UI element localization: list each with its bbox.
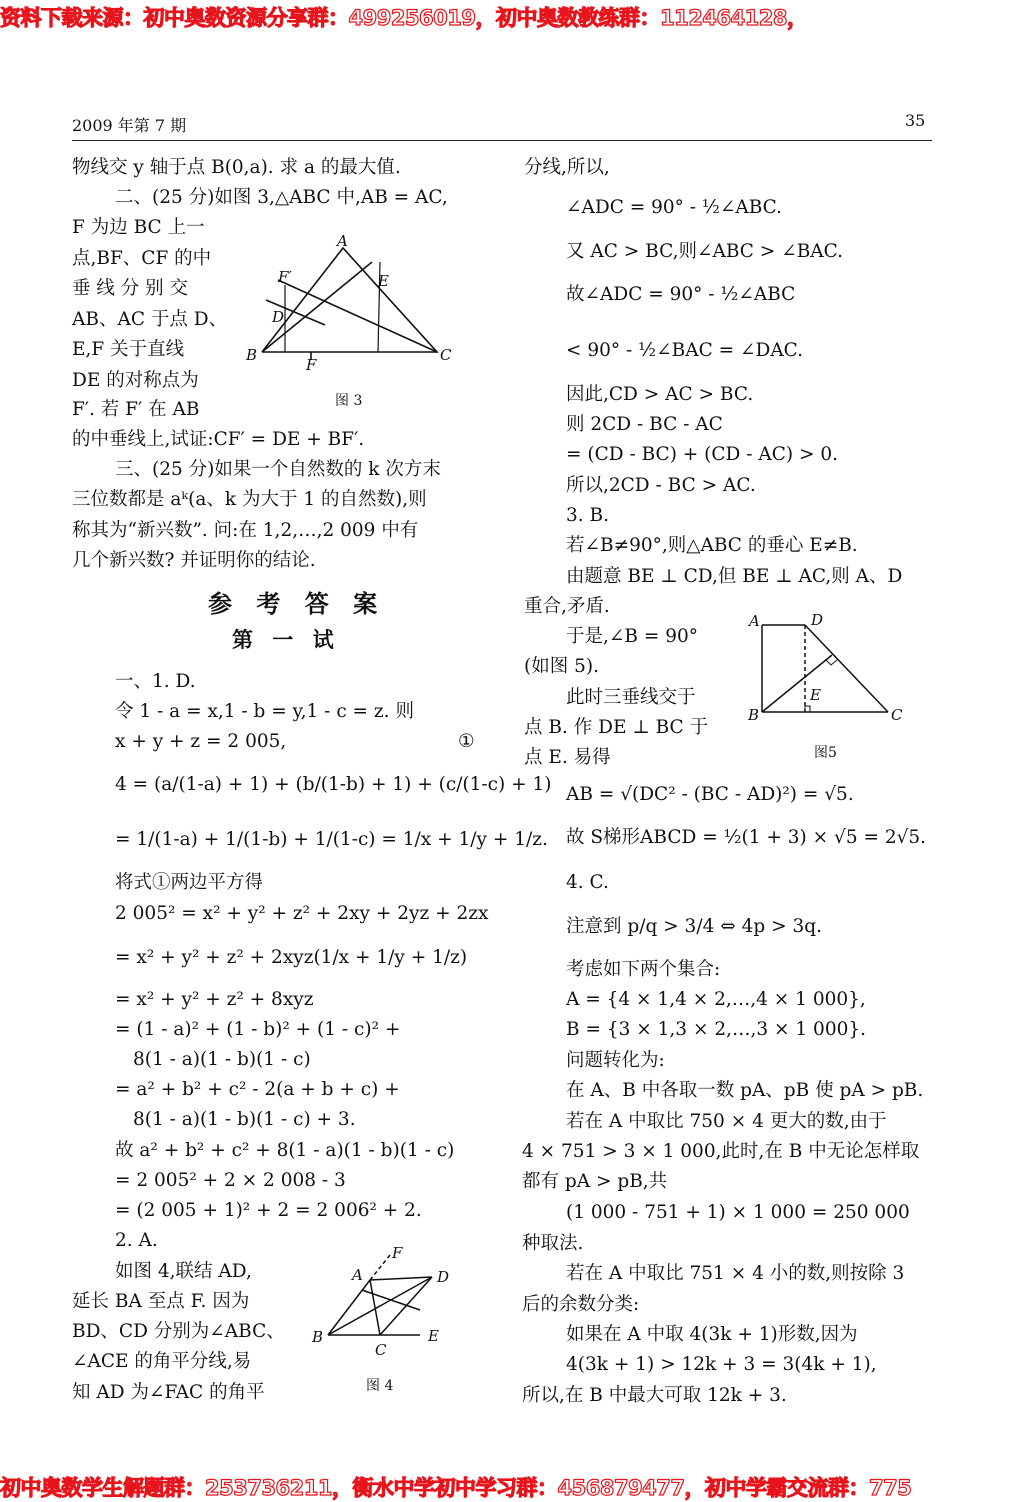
text-line: 8(1 - a)(1 - b)(1 - c) xyxy=(133,1049,311,1070)
text-line: 此时三垂线交于 xyxy=(566,687,696,708)
text-line: 考虑如下两个集合: xyxy=(566,959,721,980)
text-line: 于是,∠B = 90° xyxy=(566,626,699,647)
text-line: 重合,矛盾. xyxy=(524,596,610,617)
text-line: 若在 A 中取比 750 × 4 更大的数,由于 xyxy=(566,1111,887,1132)
text-line: 问题转化为: xyxy=(566,1050,665,1071)
text-line: 若∠B≠90°,则△ABC 的垂心 E≠B. xyxy=(566,535,858,556)
text-line: 则 2CD - BC - AC xyxy=(566,414,723,435)
text-line: = x² + y² + z² + 2xyz(1/x + 1/y + 1/z) xyxy=(115,947,468,968)
text-line: DE 的对称点为 xyxy=(72,370,199,391)
fig5-label-d: D xyxy=(811,611,824,629)
text-line: 4 × 751 > 3 × 1 000,此时,在 B 中无论怎样取 xyxy=(522,1141,920,1162)
fig5-label-b: B xyxy=(748,706,760,724)
text-line: 一、1. D. xyxy=(115,671,196,692)
text-line: 2. A. xyxy=(115,1230,158,1251)
text-line: ∠ACE 的角平分线,易 xyxy=(72,1351,252,1372)
text-line: 若在 A 中取比 751 × 4 小的数,则按除 3 xyxy=(566,1263,905,1284)
text-line: 三、(25 分)如果一个自然数的 k 次方末 xyxy=(115,459,441,480)
figure-4-caption: 图 4 xyxy=(366,1378,394,1394)
journal-issue: 2009 年第 7 期 xyxy=(72,116,187,135)
text-line: AB = √(DC² - (BC - AD)²) = √5. xyxy=(566,784,854,805)
fig3-label-c: C xyxy=(440,346,452,364)
text-line: 三位数都是 aᵏ(a、k 为大于 1 的自然数),则 xyxy=(72,489,427,510)
text-line: F 为边 BC 上一 xyxy=(72,217,205,238)
fig3-label-fprime: F′ xyxy=(278,268,292,286)
fig4-label-f: F xyxy=(392,1244,403,1262)
fig4-label-c: C xyxy=(375,1341,387,1359)
fig3-label-a: A xyxy=(337,232,348,250)
text-line: = x² + y² + z² + 8xyz xyxy=(115,989,314,1010)
fig3-label-b: B xyxy=(246,346,258,364)
text-line: < 90° - ½∠BAC = ∠DAC. xyxy=(566,340,804,361)
text-line: 点 E. 易得 xyxy=(524,747,611,768)
text-line: 物线交 y 轴于点 B(0,a). 求 a 的最大值. xyxy=(72,157,401,178)
section-heading: 第 一 试 xyxy=(232,627,340,652)
page-number: 35 xyxy=(905,111,926,130)
text-line: 点 B. 作 DE ⊥ BC 于 xyxy=(524,717,709,738)
text-line: = a² + b² + c² - 2(a + b + c) + xyxy=(115,1079,400,1100)
fig4-label-d: D xyxy=(437,1268,450,1286)
text-line: 将式①两边平方得 xyxy=(115,872,264,893)
text-line: 如果在 A 中取 4(3k + 1)形数,因为 xyxy=(566,1324,858,1345)
text-line: 4 = (a/(1-a) + 1) + (b/(1-b) + 1) + (c/(1-c) + 1) xyxy=(115,774,552,795)
text-line: 所以,2CD - BC > AC. xyxy=(566,475,756,496)
text-line: 故 S梯形ABCD = ½(1 + 3) × √5 = 2√5. xyxy=(566,827,927,848)
fig4-label-e: E xyxy=(428,1327,439,1345)
text-line: 点,BF、CF 的中 xyxy=(72,248,212,269)
text-line: 故 a² + b² + c² + 8(1 - a)(1 - b)(1 - c) xyxy=(115,1140,455,1161)
fig3-label-f: F xyxy=(306,356,317,374)
text-line: 都有 pA > pB,共 xyxy=(522,1171,668,1192)
fig5-label-e: E xyxy=(810,686,821,704)
text-line: 所以,在 B 中最大可取 12k + 3. xyxy=(522,1385,787,1406)
text-line: x + y + z = 2 005, xyxy=(115,731,287,752)
figure-3-caption: 图 3 xyxy=(335,393,363,409)
text-line: 如图 4,联结 AD, xyxy=(115,1261,252,1282)
text-line: (如图 5). xyxy=(524,656,599,677)
text-line: = (CD - BC) + (CD - AC) > 0. xyxy=(566,444,839,465)
text-line: 称其为“新兴数”. 问:在 1,2,…,2 009 中有 xyxy=(72,520,419,541)
text-line: = 2 005² + 2 × 2 008 - 3 xyxy=(115,1170,346,1191)
fig5-label-c: C xyxy=(891,706,903,724)
fig3-label-e: E xyxy=(378,272,389,290)
text-line: 8(1 - a)(1 - b)(1 - c) + 3. xyxy=(133,1109,356,1130)
text-line: 垂 线 分 别 交 xyxy=(72,278,189,299)
text-line: B = {3 × 1,3 × 2,…,3 × 1 000}. xyxy=(566,1019,867,1040)
watermark-top: 资料下载来源：初中奥数资源分享群：499256019，初中奥数教练群：112464128， xyxy=(0,6,808,30)
text-line: ① xyxy=(458,731,475,752)
watermark-bottom: 初中奥数学生解题群：253736211，衡水中学初中学习群：456879477，初中学霸交流群：775 xyxy=(0,1476,912,1500)
text-line: E,F 关于直线 xyxy=(72,339,185,360)
text-line: 由题意 BE ⊥ CD,但 BE ⊥ AC,则 A、D xyxy=(566,566,903,587)
text-line: 又 AC > BC,则∠ABC > ∠BAC. xyxy=(566,241,844,262)
text-line: (1 000 - 751 + 1) × 1 000 = 250 000 xyxy=(566,1202,910,1223)
text-line: = 1/(1-a) + 1/(1-b) + 1/(1-c) = 1/x + 1/y + 1/z. xyxy=(115,829,548,850)
text-line: = (1 - a)² + (1 - b)² + (1 - c)² + xyxy=(115,1019,401,1040)
text-line: 种取法. xyxy=(522,1233,584,1254)
text-line: 故∠ADC = 90° - ½∠ABC xyxy=(566,284,796,305)
figure-5-caption: 图5 xyxy=(814,745,837,761)
header-rule xyxy=(72,140,932,141)
text-line: 二、(25 分)如图 3,△ABC 中,AB = AC, xyxy=(115,187,448,208)
text-line: 分线,所以, xyxy=(524,157,610,178)
text-line: 的中垂线上,试证:CF′ = DE + BF′. xyxy=(72,429,365,450)
fig3-label-d: D xyxy=(272,308,285,326)
fig4-label-b: B xyxy=(312,1328,324,1346)
fig4-label-a: A xyxy=(352,1266,363,1284)
text-line: 延长 BA 至点 F. 因为 xyxy=(72,1291,250,1312)
text-line: AB、AC 于点 D、 xyxy=(72,309,228,330)
text-line: 知 AD 为∠FAC 的角平 xyxy=(72,1382,265,1403)
answers-heading: 参 考 答 案 xyxy=(208,589,386,618)
text-line: 令 1 - a = x,1 - b = y,1 - c = z. 则 xyxy=(115,701,414,722)
text-line: ∠ADC = 90° - ½∠ABC. xyxy=(566,197,783,218)
text-line: 几个新兴数? 并证明你的结论. xyxy=(72,550,316,571)
text-line: = (2 005 + 1)² + 2 = 2 006² + 2. xyxy=(115,1200,422,1221)
text-line: 4(3k + 1) > 12k + 3 = 3(4k + 1), xyxy=(566,1354,877,1375)
text-line: 3. B. xyxy=(566,505,610,526)
text-line: 后的余数分类: xyxy=(522,1294,640,1315)
text-line: BD、CD 分别为∠ABC、 xyxy=(72,1321,285,1342)
text-line: F′. 若 F′ 在 AB xyxy=(72,399,200,420)
fig5-label-a: A xyxy=(749,612,760,630)
text-line: 在 A、B 中各取一数 pA、pB 使 pA > pB. xyxy=(566,1080,924,1101)
text-line: 2 005² = x² + y² + z² + 2xy + 2yz + 2zx xyxy=(115,903,489,924)
text-line: 因此,CD > AC > BC. xyxy=(566,384,754,405)
text-line: A = {4 × 1,4 × 2,…,4 × 1 000}, xyxy=(566,989,866,1010)
text-line: 4. C. xyxy=(566,872,609,893)
text-line: 注意到 p/q > 3/4 ⇔ 4p > 3q. xyxy=(566,916,822,937)
